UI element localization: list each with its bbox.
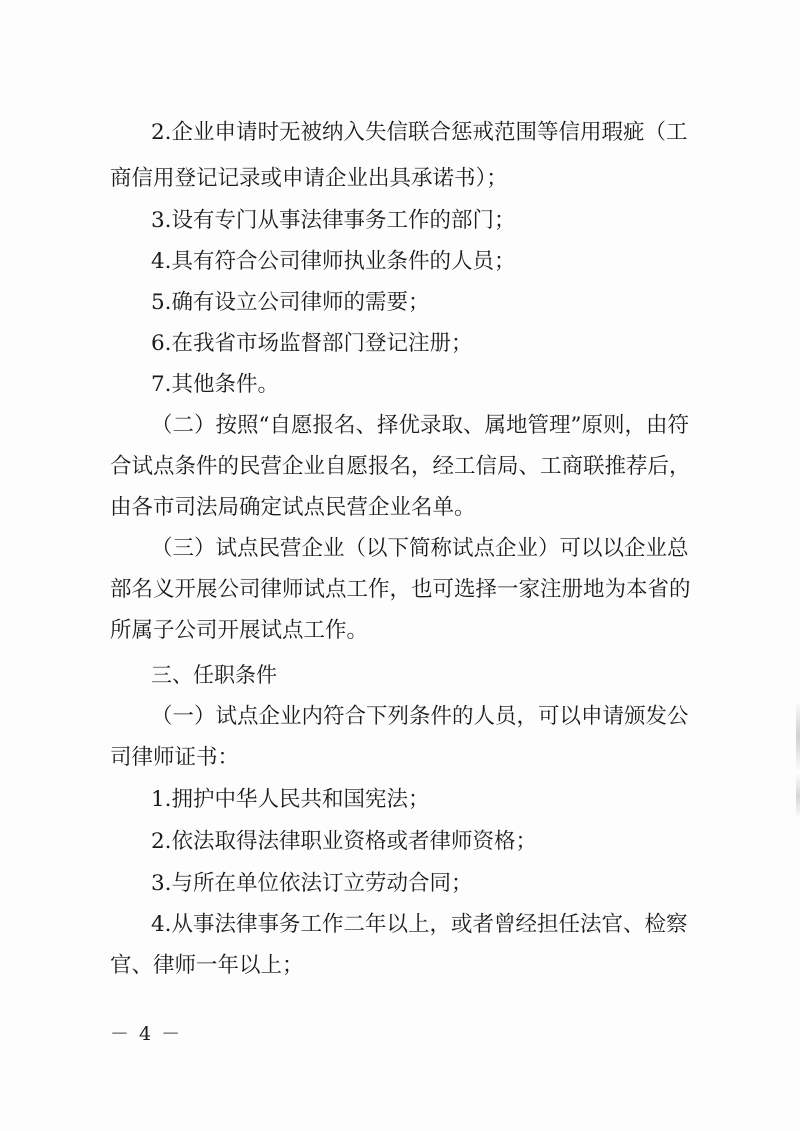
qualification-4-line-1: 4.从事法律事务工作二年以上，或者曾经担任法官、检察 bbox=[151, 912, 688, 937]
section-2-line-1: （二）按照“自愿报名、择优录取、属地管理”原则，由符 bbox=[151, 413, 689, 438]
qualification-4-line-2: 官、律师一年以上； bbox=[110, 953, 304, 978]
item-4: 4.具有符合公司律师执业条件的人员； bbox=[151, 249, 516, 274]
scan-edge-marks bbox=[796, 700, 800, 820]
section-3-line-3: 所属子公司开展试点工作。 bbox=[110, 618, 369, 643]
section-3-line-2: 部名义开展公司律师试点工作，也可选择一家注册地为本省的 bbox=[110, 577, 691, 602]
item-2-line-2: 商信用登记记录或申请企业出具承诺书）； bbox=[110, 166, 508, 191]
qualification-1: 1.拥护中华人民共和国宪法； bbox=[151, 787, 430, 812]
section-3-line-1: （三）试点民营企业（以下简称试点企业）可以以企业总 bbox=[151, 536, 689, 561]
item-2-line-1: 2.企业申请时无被纳入失信联合惩戒范围等信用瑕疵（工 bbox=[151, 120, 688, 145]
section-heading: 三、任职条件 bbox=[151, 663, 277, 687]
item-7: 7.其他条件。 bbox=[151, 372, 280, 397]
qualification-2: 2.依法取得法律职业资格或者律师资格； bbox=[151, 829, 538, 854]
qualification-3: 3.与所在单位依法订立劳动合同； bbox=[151, 871, 473, 896]
page-number: － 4 － bbox=[110, 1023, 183, 1045]
section-2-line-3: 由各市司法局确定试点民营企业名单。 bbox=[110, 495, 476, 520]
item-6: 6.在我省市场监督部门登记注册； bbox=[151, 331, 473, 356]
qualification-intro-line-1: （一）试点企业内符合下列条件的人员，可以申请颁发公 bbox=[151, 704, 689, 729]
item-3: 3.设有专门从事法律事务工作的部门； bbox=[151, 208, 516, 233]
qualification-intro-line-2: 司律师证书： bbox=[110, 745, 240, 770]
section-2-line-2: 合试点条件的民营企业自愿报名，经工信局、工商联推荐后， bbox=[110, 454, 691, 479]
item-5: 5.确有设立公司律师的需要； bbox=[151, 290, 430, 315]
